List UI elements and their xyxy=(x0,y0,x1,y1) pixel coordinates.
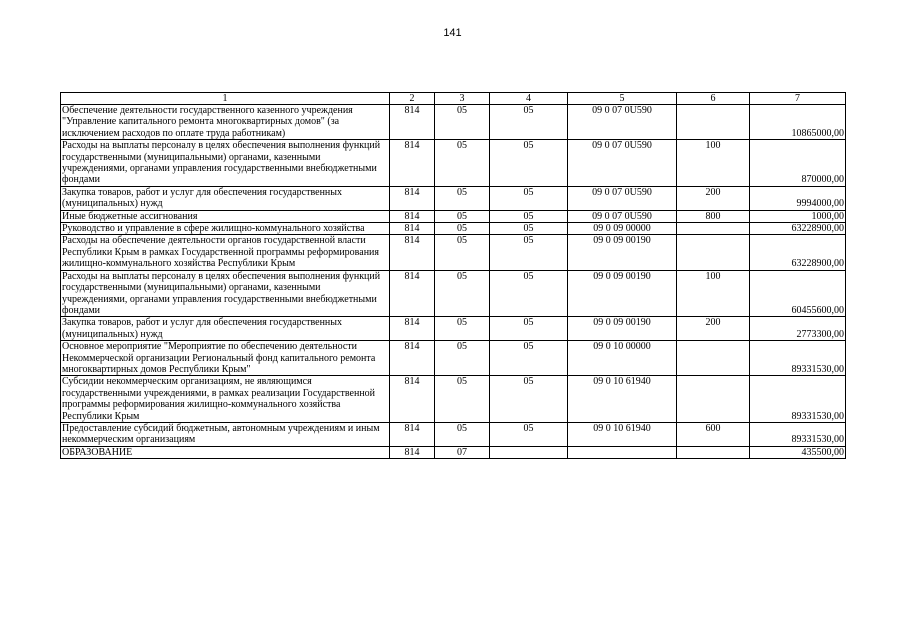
column-header: 3 xyxy=(435,93,490,105)
row-name-cell: Иные бюджетные ассигнования xyxy=(61,210,390,222)
ministry-code-cell: 814 xyxy=(390,317,435,341)
table-row xyxy=(61,223,846,235)
table-row xyxy=(61,422,846,446)
page-number: 141 xyxy=(443,27,462,39)
subsection-code-cell: 05 xyxy=(490,341,568,376)
target-article-cell: 09 0 09 00190 xyxy=(568,235,677,270)
target-article-cell: 09 0 07 0U590 xyxy=(568,210,677,222)
target-article-cell: 09 0 10 61940 xyxy=(568,422,677,446)
table-row xyxy=(61,186,846,210)
column-header: 4 xyxy=(490,93,568,105)
amount-cell: 89331530,00 xyxy=(750,376,846,423)
ministry-code-cell: 814 xyxy=(390,105,435,140)
section-code-cell: 05 xyxy=(435,376,490,423)
amount-cell: 10865000,00 xyxy=(750,105,846,140)
amount-cell: 435500,00 xyxy=(750,446,846,458)
target-article-cell: 09 0 09 00190 xyxy=(568,317,677,341)
target-article-cell: 09 0 09 00000 xyxy=(568,223,677,235)
target-article-cell: 09 0 07 0U590 xyxy=(568,140,677,187)
row-name-cell: Расходы на выплаты персоналу в целях обеспечения выполнения функций государственными (муниципальными) органами, казенными учреждениями, органами управления государственными внебюджетными фондами xyxy=(61,140,390,187)
budget-table xyxy=(60,92,846,459)
row-name-cell: Основное мероприятие "Мероприятие по обеспечению деятельности Некоммерческой организации Региональный фонд капитального ремонта многоквартирных домов Республики Крым" xyxy=(61,341,390,376)
row-name-cell: Обеспечение деятельности государственного казенного учреждения "Управление капитального ремонта многоквартирных домов" (за исключением расходов по оплате труда работникам) xyxy=(61,105,390,140)
ministry-code-cell: 814 xyxy=(390,446,435,458)
ministry-code-cell: 814 xyxy=(390,210,435,222)
row-name-cell: Расходы на обеспечение деятельности органов государственной власти Республики Крым в рамках Государственной программы реформирования жилищно-коммунального хозяйства Республики Крым xyxy=(61,235,390,270)
expense-type-cell xyxy=(677,341,750,376)
amount-cell: 9994000,00 xyxy=(750,186,846,210)
ministry-code-cell: 814 xyxy=(390,341,435,376)
amount-cell: 1000,00 xyxy=(750,210,846,222)
amount-cell: 870000,00 xyxy=(750,140,846,187)
table-row xyxy=(61,235,846,270)
expense-type-cell: 200 xyxy=(677,186,750,210)
section-code-cell: 05 xyxy=(435,210,490,222)
subsection-code-cell: 05 xyxy=(490,210,568,222)
column-header: 7 xyxy=(750,93,846,105)
table-header-row xyxy=(61,93,846,105)
section-code-cell: 07 xyxy=(435,446,490,458)
amount-cell: 2773300,00 xyxy=(750,317,846,341)
table-row xyxy=(61,140,846,187)
section-code-cell: 05 xyxy=(435,341,490,376)
ministry-code-cell: 814 xyxy=(390,140,435,187)
section-code-cell: 05 xyxy=(435,422,490,446)
subsection-code-cell: 05 xyxy=(490,422,568,446)
target-article-cell: 09 0 07 0U590 xyxy=(568,186,677,210)
target-article-cell xyxy=(568,446,677,458)
subsection-code-cell: 05 xyxy=(490,223,568,235)
expense-type-cell xyxy=(677,376,750,423)
column-header: 1 xyxy=(61,93,390,105)
expense-type-cell xyxy=(677,446,750,458)
expense-type-cell: 800 xyxy=(677,210,750,222)
row-name-cell: ОБРАЗОВАНИЕ xyxy=(61,446,390,458)
expense-type-cell: 100 xyxy=(677,270,750,317)
column-header: 6 xyxy=(677,93,750,105)
expense-type-cell: 200 xyxy=(677,317,750,341)
subsection-code-cell xyxy=(490,446,568,458)
section-code-cell: 05 xyxy=(435,223,490,235)
row-name-cell: Закупка товаров, работ и услуг для обеспечения государственных (муниципальных) нужд xyxy=(61,317,390,341)
ministry-code-cell: 814 xyxy=(390,235,435,270)
column-header: 2 xyxy=(390,93,435,105)
row-name-cell: Закупка товаров, работ и услуг для обеспечения государственных (муниципальных) нужд xyxy=(61,186,390,210)
amount-cell: 89331530,00 xyxy=(750,422,846,446)
table-row xyxy=(61,446,846,458)
table-row xyxy=(61,270,846,317)
subsection-code-cell: 05 xyxy=(490,140,568,187)
ministry-code-cell: 814 xyxy=(390,186,435,210)
section-code-cell: 05 xyxy=(435,105,490,140)
table-row xyxy=(61,317,846,341)
ministry-code-cell: 814 xyxy=(390,376,435,423)
section-code-cell: 05 xyxy=(435,270,490,317)
target-article-cell: 09 0 07 0U590 xyxy=(568,105,677,140)
subsection-code-cell: 05 xyxy=(490,235,568,270)
row-name-cell: Предоставление субсидий бюджетным, автономным учреждениям и иным некоммерческим организациям xyxy=(61,422,390,446)
ministry-code-cell: 814 xyxy=(390,270,435,317)
target-article-cell: 09 0 09 00190 xyxy=(568,270,677,317)
section-code-cell: 05 xyxy=(435,186,490,210)
row-name-cell: Руководство и управление в сфере жилищно-коммунального хозяйства xyxy=(61,223,390,235)
subsection-code-cell: 05 xyxy=(490,186,568,210)
section-code-cell: 05 xyxy=(435,235,490,270)
table-row xyxy=(61,210,846,222)
expense-type-cell xyxy=(677,235,750,270)
table-row xyxy=(61,341,846,376)
expense-type-cell: 100 xyxy=(677,140,750,187)
section-code-cell: 05 xyxy=(435,317,490,341)
subsection-code-cell: 05 xyxy=(490,317,568,341)
target-article-cell: 09 0 10 00000 xyxy=(568,341,677,376)
table-row xyxy=(61,376,846,423)
row-name-cell: Расходы на выплаты персоналу в целях обеспечения выполнения функций государственными (муниципальными) органами, казенными учреждениями, органами управления государственными внебюджетными фондами xyxy=(61,270,390,317)
target-article-cell: 09 0 10 61940 xyxy=(568,376,677,423)
expense-type-cell xyxy=(677,105,750,140)
section-code-cell: 05 xyxy=(435,140,490,187)
table-row xyxy=(61,105,846,140)
expense-type-cell xyxy=(677,223,750,235)
amount-cell: 63228900,00 xyxy=(750,235,846,270)
amount-cell: 63228900,00 xyxy=(750,223,846,235)
subsection-code-cell: 05 xyxy=(490,270,568,317)
subsection-code-cell: 05 xyxy=(490,105,568,140)
amount-cell: 89331530,00 xyxy=(750,341,846,376)
subsection-code-cell: 05 xyxy=(490,376,568,423)
ministry-code-cell: 814 xyxy=(390,223,435,235)
ministry-code-cell: 814 xyxy=(390,422,435,446)
expense-type-cell: 600 xyxy=(677,422,750,446)
amount-cell: 60455600,00 xyxy=(750,270,846,317)
row-name-cell: Субсидии некоммерческим организациям, не являющимся государственными учреждениями, в рамках реализации Государственной программы реформирования жилищно-коммунального хозяйства Республики Крым xyxy=(61,376,390,423)
column-header: 5 xyxy=(568,93,677,105)
